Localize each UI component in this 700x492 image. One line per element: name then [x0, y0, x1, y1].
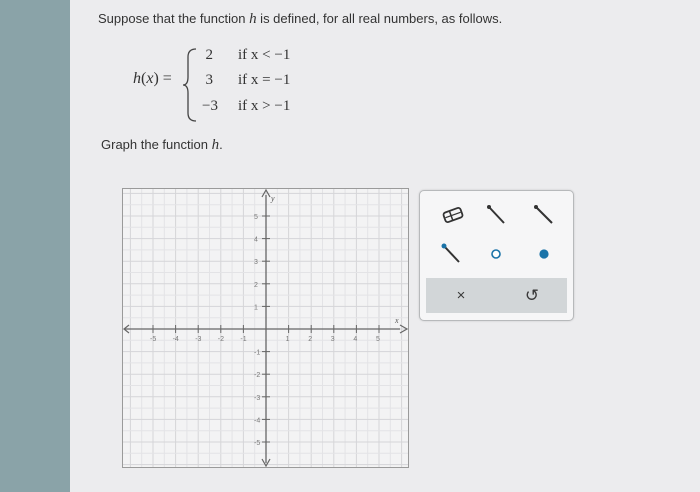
- lhs-equals: =: [158, 70, 172, 87]
- ray-icon: [531, 202, 557, 228]
- toolbox-action-bar: [426, 278, 567, 313]
- x-tick-label: 1: [285, 336, 290, 343]
- y-tick-label: -1: [254, 349, 261, 357]
- case-value-1: 2: [205, 47, 213, 63]
- coordinate-grid[interactable]: [123, 189, 408, 467]
- question-prefix: Suppose that the function: [98, 11, 250, 26]
- case-value-3: −3: [202, 98, 218, 114]
- x-tick-label: -3: [195, 336, 202, 343]
- question-func-name: h: [249, 11, 257, 27]
- clear-button[interactable]: ×: [456, 287, 466, 304]
- y-axis-label: y: [271, 194, 275, 203]
- y-tick-label: 1: [254, 304, 258, 312]
- x-tick-label: -2: [217, 336, 225, 343]
- y-tick-label: 5: [254, 214, 258, 221]
- closed-dot-tool-button[interactable]: [524, 238, 564, 270]
- eraser-tool-button[interactable]: [433, 199, 473, 231]
- case-condition-2: if x = −1: [238, 72, 291, 88]
- question-text: [98, 11, 502, 28]
- graph-label-prefix: Graph the function: [101, 137, 212, 152]
- y-tick-label: -2: [254, 372, 261, 380]
- y-tick-label: 2: [254, 281, 258, 289]
- undo-button[interactable]: ↺: [524, 285, 540, 305]
- function-lhs: h(x) =: [133, 70, 172, 87]
- y-tick-label: -5: [254, 440, 261, 447]
- open-dot-tool-button[interactable]: [476, 238, 516, 270]
- graph-label-suffix: .: [219, 137, 223, 152]
- case-condition-3: if x > −1: [238, 98, 291, 114]
- x-tick-label: 4: [353, 336, 358, 343]
- x-tick-label: 5: [376, 336, 380, 343]
- segment-closed-tool-button[interactable]: [433, 238, 473, 270]
- question-suffix: is defined, for all real numbers, as follows.: [256, 11, 503, 26]
- lhs-arg: x: [146, 70, 154, 87]
- graph-canvas[interactable]: [122, 188, 409, 468]
- x-axis-label: x: [395, 316, 399, 325]
- y-tick-label: 4: [254, 236, 258, 244]
- lhs-func-name: h: [133, 70, 141, 87]
- y-tick-label: -4: [254, 417, 261, 425]
- x-tick-label: -1: [240, 336, 247, 343]
- closed-dot-icon: [534, 244, 554, 264]
- case-condition-1: if x < −1: [238, 47, 291, 63]
- ray-tool-button[interactable]: [524, 199, 564, 231]
- segment-tool-button[interactable]: [476, 199, 516, 231]
- x-tick-label: 3: [330, 336, 335, 343]
- open-dot-icon: [486, 244, 506, 264]
- drawing-toolbox: [419, 190, 574, 321]
- x-tick-label: -5: [150, 336, 157, 343]
- x-tick-label: 2: [308, 336, 313, 343]
- case-value-2: 3: [205, 72, 213, 88]
- eraser-icon: [440, 205, 466, 225]
- segment-closed-icon: [440, 241, 466, 267]
- y-tick-label: -3: [254, 394, 261, 402]
- left-background-strip: [0, 0, 70, 492]
- graph-label-func-name: h: [211, 137, 220, 153]
- line-segment-icon: [483, 202, 509, 228]
- y-tick-label: 3: [254, 259, 258, 267]
- graph-instruction: [101, 137, 223, 154]
- x-tick-label: -4: [172, 336, 179, 343]
